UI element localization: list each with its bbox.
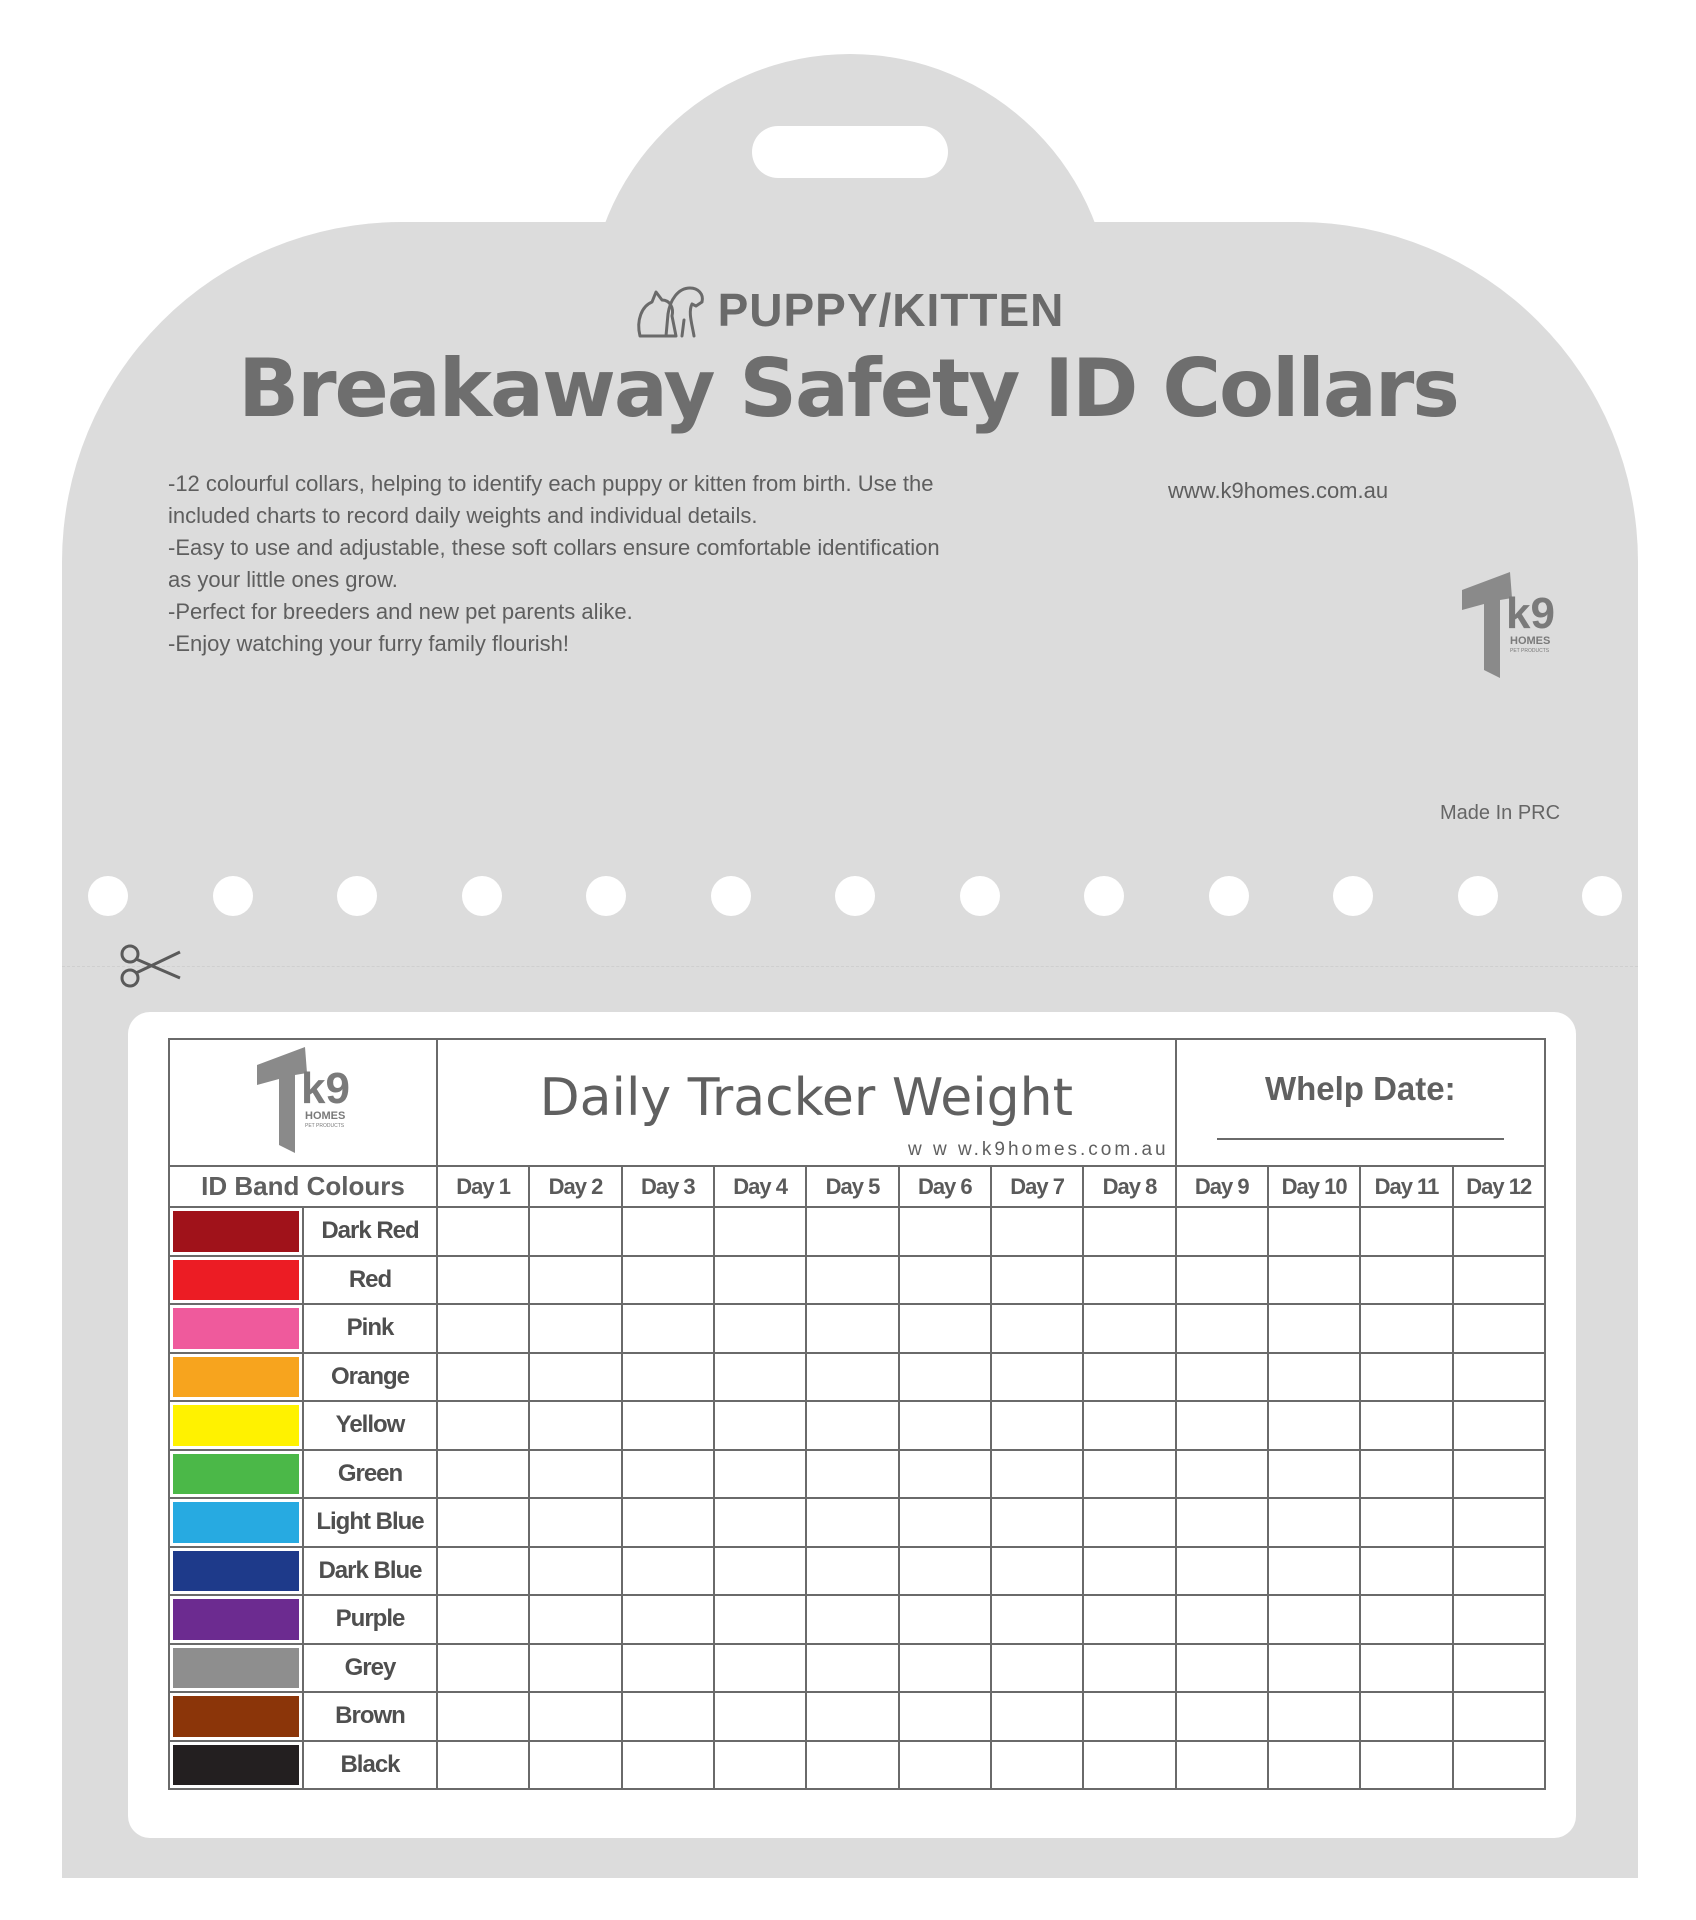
tracker-title: Daily Tracker Weight xyxy=(539,1068,1073,1128)
perforation-hole xyxy=(835,876,875,916)
weight-entry-cell[interactable] xyxy=(1453,1595,1545,1644)
weight-entry-cell[interactable] xyxy=(1360,1401,1452,1450)
colour-swatch xyxy=(173,1357,299,1398)
colour-swatch-cell xyxy=(169,1304,303,1353)
colour-row xyxy=(169,1450,1545,1499)
weight-entry-cell[interactable] xyxy=(1176,1547,1268,1596)
colour-name: Purple xyxy=(303,1595,437,1644)
weight-entry-cell[interactable] xyxy=(899,1547,991,1596)
weight-entry-cell[interactable] xyxy=(1453,1741,1545,1790)
weight-entry-cell[interactable] xyxy=(714,1304,806,1353)
weight-entry-cell[interactable] xyxy=(1268,1498,1360,1547)
weight-entry-cell[interactable] xyxy=(1453,1256,1545,1305)
colour-row xyxy=(169,1692,1545,1741)
tracker-logo-cell xyxy=(169,1039,437,1166)
main-title: Breakaway Safety ID Collars xyxy=(238,342,1458,435)
weight-entry-cell[interactable] xyxy=(1268,1741,1360,1790)
colour-swatch xyxy=(173,1211,299,1252)
weight-entry-cell[interactable] xyxy=(1453,1401,1545,1450)
colour-swatch xyxy=(173,1745,299,1786)
weight-entry-cell[interactable] xyxy=(1268,1595,1360,1644)
weight-entry-cell[interactable] xyxy=(437,1644,529,1693)
logo-homes-text: HOMES xyxy=(305,1110,346,1122)
colour-name: Dark Blue xyxy=(303,1547,437,1596)
id-band-colours-label: ID Band Colours xyxy=(169,1166,437,1207)
weight-entry-cell[interactable] xyxy=(991,1401,1083,1450)
day-header: Day 10 xyxy=(1268,1166,1360,1207)
weight-entry-cell[interactable] xyxy=(806,1401,898,1450)
colour-row xyxy=(169,1207,1545,1256)
weight-entry-cell[interactable] xyxy=(1453,1644,1545,1693)
weight-entry-cell[interactable] xyxy=(1176,1498,1268,1547)
weight-entry-cell[interactable] xyxy=(806,1450,898,1499)
weight-entry-cell[interactable] xyxy=(622,1304,714,1353)
colour-row xyxy=(169,1741,1545,1790)
colour-swatch xyxy=(173,1551,299,1592)
day-header: Day 7 xyxy=(991,1166,1083,1207)
weight-entry-cell[interactable] xyxy=(1083,1547,1175,1596)
weight-entry-cell[interactable] xyxy=(899,1741,991,1790)
tracker-table xyxy=(168,1038,1546,1790)
k9-logo xyxy=(1460,570,1556,685)
weight-entry-cell[interactable] xyxy=(1083,1450,1175,1499)
perforation-hole xyxy=(462,876,502,916)
colour-name: Green xyxy=(303,1450,437,1499)
weight-entry-cell[interactable] xyxy=(1268,1401,1360,1450)
hang-hole xyxy=(752,126,948,178)
weight-entry-cell[interactable] xyxy=(437,1692,529,1741)
colour-row xyxy=(169,1644,1545,1693)
tracker-website: w w w.k9homes.com.au xyxy=(907,1139,1169,1160)
weight-entry-cell[interactable] xyxy=(991,1353,1083,1402)
k9-logo-small xyxy=(255,1045,351,1155)
weight-entry-cell[interactable] xyxy=(529,1595,621,1644)
weight-entry-cell[interactable] xyxy=(991,1207,1083,1256)
perforation-hole xyxy=(1209,876,1249,916)
colour-swatch xyxy=(173,1308,299,1349)
colour-swatch-cell xyxy=(169,1450,303,1499)
weight-entry-cell[interactable] xyxy=(1360,1207,1452,1256)
weight-entry-cell[interactable] xyxy=(1083,1741,1175,1790)
weight-entry-cell[interactable] xyxy=(1176,1304,1268,1353)
description-line: -Easy to use and adjustable, these soft collars ensure comfortable identification as your little ones grow. xyxy=(168,535,940,592)
weight-entry-cell[interactable] xyxy=(806,1304,898,1353)
weight-entry-cell[interactable] xyxy=(714,1207,806,1256)
colour-swatch xyxy=(173,1599,299,1640)
perforation-hole xyxy=(1458,876,1498,916)
day-header: Day 3 xyxy=(622,1166,714,1207)
weight-entry-cell[interactable] xyxy=(1083,1401,1175,1450)
weight-entry-cell[interactable] xyxy=(622,1207,714,1256)
weight-entry-cell[interactable] xyxy=(991,1304,1083,1353)
day-header: Day 4 xyxy=(714,1166,806,1207)
weight-entry-cell[interactable] xyxy=(1360,1498,1452,1547)
logo-tag-text: PET PRODUCTS xyxy=(1510,648,1550,654)
weight-entry-cell[interactable] xyxy=(1360,1644,1452,1693)
weight-entry-cell[interactable] xyxy=(1453,1547,1545,1596)
weight-entry-cell[interactable] xyxy=(529,1207,621,1256)
weight-entry-cell[interactable] xyxy=(437,1207,529,1256)
weight-entry-cell[interactable] xyxy=(1268,1547,1360,1596)
made-in-text: Made In PRC xyxy=(1440,802,1561,824)
brand-line-text: PUPPY/KITTEN xyxy=(717,284,1065,336)
weight-entry-cell[interactable] xyxy=(1176,1207,1268,1256)
weight-entry-cell[interactable] xyxy=(1360,1692,1452,1741)
weight-entry-cell[interactable] xyxy=(529,1644,621,1693)
weight-entry-cell[interactable] xyxy=(714,1401,806,1450)
weight-entry-cell[interactable] xyxy=(1176,1644,1268,1693)
weight-entry-cell[interactable] xyxy=(437,1353,529,1402)
description xyxy=(168,468,1028,660)
weight-entry-cell[interactable] xyxy=(622,1498,714,1547)
colour-swatch-cell xyxy=(169,1207,303,1256)
weight-entry-cell[interactable] xyxy=(622,1256,714,1305)
weight-entry-cell[interactable] xyxy=(622,1353,714,1402)
weight-entry-cell[interactable] xyxy=(1176,1692,1268,1741)
weight-entry-cell[interactable] xyxy=(991,1256,1083,1305)
colour-row xyxy=(169,1256,1545,1305)
weight-entry-cell[interactable] xyxy=(899,1644,991,1693)
weight-entry-cell[interactable] xyxy=(437,1401,529,1450)
day-header: Day 11 xyxy=(1360,1166,1452,1207)
colour-swatch xyxy=(173,1696,299,1737)
colour-swatch xyxy=(173,1648,299,1689)
colour-swatch-cell xyxy=(169,1498,303,1547)
weight-entry-cell[interactable] xyxy=(1268,1256,1360,1305)
weight-entry-cell[interactable] xyxy=(1453,1207,1545,1256)
weight-entry-cell[interactable] xyxy=(529,1741,621,1790)
day-header: Day 8 xyxy=(1083,1166,1175,1207)
logo-homes-text: HOMES xyxy=(1510,635,1551,647)
weight-entry-cell[interactable] xyxy=(991,1595,1083,1644)
weight-entry-cell[interactable] xyxy=(991,1547,1083,1596)
colour-name: Yellow xyxy=(303,1401,437,1450)
colour-swatch-cell xyxy=(169,1401,303,1450)
weight-entry-cell[interactable] xyxy=(991,1498,1083,1547)
weight-entry-cell[interactable] xyxy=(1083,1498,1175,1547)
weight-entry-cell[interactable] xyxy=(1453,1498,1545,1547)
colour-name: Orange xyxy=(303,1353,437,1402)
weight-entry-cell[interactable] xyxy=(806,1595,898,1644)
weight-entry-cell[interactable] xyxy=(437,1547,529,1596)
day-header: Day 12 xyxy=(1453,1166,1545,1207)
weight-entry-cell[interactable] xyxy=(714,1644,806,1693)
weight-entry-cell[interactable] xyxy=(1268,1353,1360,1402)
weight-entry-cell[interactable] xyxy=(806,1498,898,1547)
weight-entry-cell[interactable] xyxy=(899,1450,991,1499)
weight-entry-cell[interactable] xyxy=(1083,1595,1175,1644)
weight-entry-cell[interactable] xyxy=(1083,1256,1175,1305)
colour-swatch xyxy=(173,1405,299,1446)
tracker-title-cell xyxy=(437,1039,1176,1166)
day-header: Day 9 xyxy=(1176,1166,1268,1207)
weight-entry-cell[interactable] xyxy=(1083,1304,1175,1353)
weight-entry-cell[interactable] xyxy=(437,1304,529,1353)
perforation-hole xyxy=(586,876,626,916)
weight-entry-cell[interactable] xyxy=(714,1256,806,1305)
weight-entry-cell[interactable] xyxy=(899,1595,991,1644)
weight-entry-cell[interactable] xyxy=(991,1450,1083,1499)
weight-entry-cell[interactable] xyxy=(1176,1450,1268,1499)
day-header: Day 6 xyxy=(899,1166,991,1207)
weight-entry-cell[interactable] xyxy=(529,1498,621,1547)
colour-swatch-cell xyxy=(169,1741,303,1790)
logo-tag-text: PET PRODUCTS xyxy=(305,1123,345,1129)
weight-entry-cell[interactable] xyxy=(714,1692,806,1741)
whelp-date-cell[interactable] xyxy=(1176,1039,1545,1166)
perforation-hole xyxy=(213,876,253,916)
colour-swatch xyxy=(173,1454,299,1495)
weight-entry-cell[interactable] xyxy=(899,1207,991,1256)
weight-entry-cell[interactable] xyxy=(806,1353,898,1402)
perforation-hole xyxy=(1084,876,1124,916)
weight-entry-cell[interactable] xyxy=(899,1401,991,1450)
weight-entry-cell[interactable] xyxy=(1360,1450,1452,1499)
perforation-hole xyxy=(88,876,128,916)
weight-entry-cell[interactable] xyxy=(899,1353,991,1402)
weight-entry-cell[interactable] xyxy=(806,1741,898,1790)
weight-entry-cell[interactable] xyxy=(899,1256,991,1305)
weight-entry-cell[interactable] xyxy=(806,1256,898,1305)
colour-name: Pink xyxy=(303,1304,437,1353)
weight-entry-cell[interactable] xyxy=(1176,1401,1268,1450)
day-header: Day 1 xyxy=(437,1166,529,1207)
weight-entry-cell[interactable] xyxy=(1360,1256,1452,1305)
cut-line xyxy=(62,966,1638,967)
colour-swatch-cell xyxy=(169,1644,303,1693)
weight-entry-cell[interactable] xyxy=(806,1207,898,1256)
weight-entry-cell[interactable] xyxy=(806,1644,898,1693)
colour-swatch-cell xyxy=(169,1353,303,1402)
weight-entry-cell[interactable] xyxy=(1083,1692,1175,1741)
weight-entry-cell[interactable] xyxy=(1268,1450,1360,1499)
weight-entry-cell[interactable] xyxy=(1268,1207,1360,1256)
weight-entry-cell[interactable] xyxy=(1360,1595,1452,1644)
colour-row xyxy=(169,1304,1545,1353)
weight-entry-cell[interactable] xyxy=(1176,1595,1268,1644)
weight-entry-cell[interactable] xyxy=(529,1401,621,1450)
weight-entry-cell[interactable] xyxy=(1083,1644,1175,1693)
weight-entry-cell[interactable] xyxy=(622,1401,714,1450)
perforation-hole xyxy=(1582,876,1622,916)
weight-entry-cell[interactable] xyxy=(714,1547,806,1596)
weight-entry-cell[interactable] xyxy=(1083,1353,1175,1402)
weight-entry-cell[interactable] xyxy=(899,1498,991,1547)
weight-entry-cell[interactable] xyxy=(1268,1644,1360,1693)
puppy-kitten-icon xyxy=(632,280,710,340)
whelp-date-label: Whelp Date: xyxy=(1264,1070,1456,1107)
perforation-hole xyxy=(337,876,377,916)
weight-entry-cell[interactable] xyxy=(1176,1741,1268,1790)
tracker-header-row xyxy=(169,1039,1545,1166)
weight-entry-cell[interactable] xyxy=(529,1353,621,1402)
weight-entry-cell[interactable] xyxy=(622,1547,714,1596)
colour-row xyxy=(169,1498,1545,1547)
weight-entry-cell[interactable] xyxy=(991,1644,1083,1693)
colour-name: Red xyxy=(303,1256,437,1305)
weight-entry-cell[interactable] xyxy=(1453,1450,1545,1499)
perforation-hole xyxy=(1333,876,1373,916)
weight-entry-cell[interactable] xyxy=(1083,1207,1175,1256)
weight-entry-cell[interactable] xyxy=(1360,1353,1452,1402)
weight-entry-cell[interactable] xyxy=(529,1304,621,1353)
colour-swatch-cell xyxy=(169,1256,303,1305)
colour-swatch-cell xyxy=(169,1595,303,1644)
colour-rows xyxy=(169,1207,1545,1789)
colour-row xyxy=(169,1401,1545,1450)
colour-row xyxy=(169,1595,1545,1644)
weight-entry-cell[interactable] xyxy=(714,1450,806,1499)
weight-entry-cell[interactable] xyxy=(622,1644,714,1693)
description-line: -Enjoy watching your furry family flourish! xyxy=(168,631,570,656)
weight-entry-cell[interactable] xyxy=(991,1741,1083,1790)
weight-entry-cell[interactable] xyxy=(529,1256,621,1305)
weight-entry-cell[interactable] xyxy=(437,1256,529,1305)
description-line: -Perfect for breeders and new pet parents alike. xyxy=(168,599,633,624)
weight-entry-cell[interactable] xyxy=(437,1741,529,1790)
weight-entry-cell[interactable] xyxy=(991,1692,1083,1741)
logo-k9-text: k9 xyxy=(1506,589,1555,638)
weight-entry-cell[interactable] xyxy=(1176,1353,1268,1402)
weight-entry-cell[interactable] xyxy=(1268,1304,1360,1353)
weight-entry-cell[interactable] xyxy=(806,1692,898,1741)
weight-entry-cell[interactable] xyxy=(437,1498,529,1547)
logo-k9-text: k9 xyxy=(301,1064,350,1113)
colour-swatch-cell xyxy=(169,1547,303,1596)
colour-name: Black xyxy=(303,1741,437,1790)
weight-entry-cell[interactable] xyxy=(529,1450,621,1499)
colour-name: Grey xyxy=(303,1644,437,1693)
weight-entry-cell[interactable] xyxy=(1453,1692,1545,1741)
weight-entry-cell[interactable] xyxy=(622,1595,714,1644)
weight-entry-cell[interactable] xyxy=(529,1692,621,1741)
weight-entry-cell[interactable] xyxy=(1176,1256,1268,1305)
weight-entry-cell[interactable] xyxy=(1360,1304,1452,1353)
weight-entry-cell[interactable] xyxy=(714,1353,806,1402)
weight-entry-cell[interactable] xyxy=(1360,1741,1452,1790)
weight-entry-cell[interactable] xyxy=(437,1450,529,1499)
weight-entry-cell[interactable] xyxy=(714,1741,806,1790)
scissors-icon xyxy=(118,940,184,995)
perforation-hole xyxy=(711,876,751,916)
colour-name: Dark Red xyxy=(303,1207,437,1256)
weight-entry-cell[interactable] xyxy=(714,1498,806,1547)
colour-row xyxy=(169,1353,1545,1402)
weight-entry-cell[interactable] xyxy=(714,1595,806,1644)
day-header: Day 2 xyxy=(529,1166,621,1207)
weight-entry-cell[interactable] xyxy=(622,1692,714,1741)
description-line: -12 colourful collars, helping to identify each puppy or kitten from birth. Use the included charts to record daily weights and individual details. xyxy=(168,471,934,528)
whelp-date-line xyxy=(1217,1138,1504,1140)
perforation-hole xyxy=(960,876,1000,916)
weight-entry-cell[interactable] xyxy=(437,1595,529,1644)
weight-entry-cell[interactable] xyxy=(529,1547,621,1596)
weight-entry-cell[interactable] xyxy=(899,1692,991,1741)
colour-row xyxy=(169,1547,1545,1596)
weight-entry-cell[interactable] xyxy=(899,1304,991,1353)
colour-swatch-cell xyxy=(169,1692,303,1741)
brand-line xyxy=(0,280,1696,340)
weight-entry-cell[interactable] xyxy=(622,1450,714,1499)
colour-name: Light Blue xyxy=(303,1498,437,1547)
weight-entry-cell[interactable] xyxy=(1360,1547,1452,1596)
website-link: www.k9homes.com.au xyxy=(1168,478,1389,503)
colour-swatch xyxy=(173,1260,299,1301)
weight-entry-cell[interactable] xyxy=(622,1741,714,1790)
colour-name: Brown xyxy=(303,1692,437,1741)
colour-swatch xyxy=(173,1502,299,1543)
weight-entry-cell[interactable] xyxy=(1268,1692,1360,1741)
day-header: Day 5 xyxy=(806,1166,898,1207)
days-header-row xyxy=(169,1166,1545,1207)
weight-entry-cell[interactable] xyxy=(806,1547,898,1596)
weight-entry-cell[interactable] xyxy=(1453,1353,1545,1402)
weight-entry-cell[interactable] xyxy=(1453,1304,1545,1353)
